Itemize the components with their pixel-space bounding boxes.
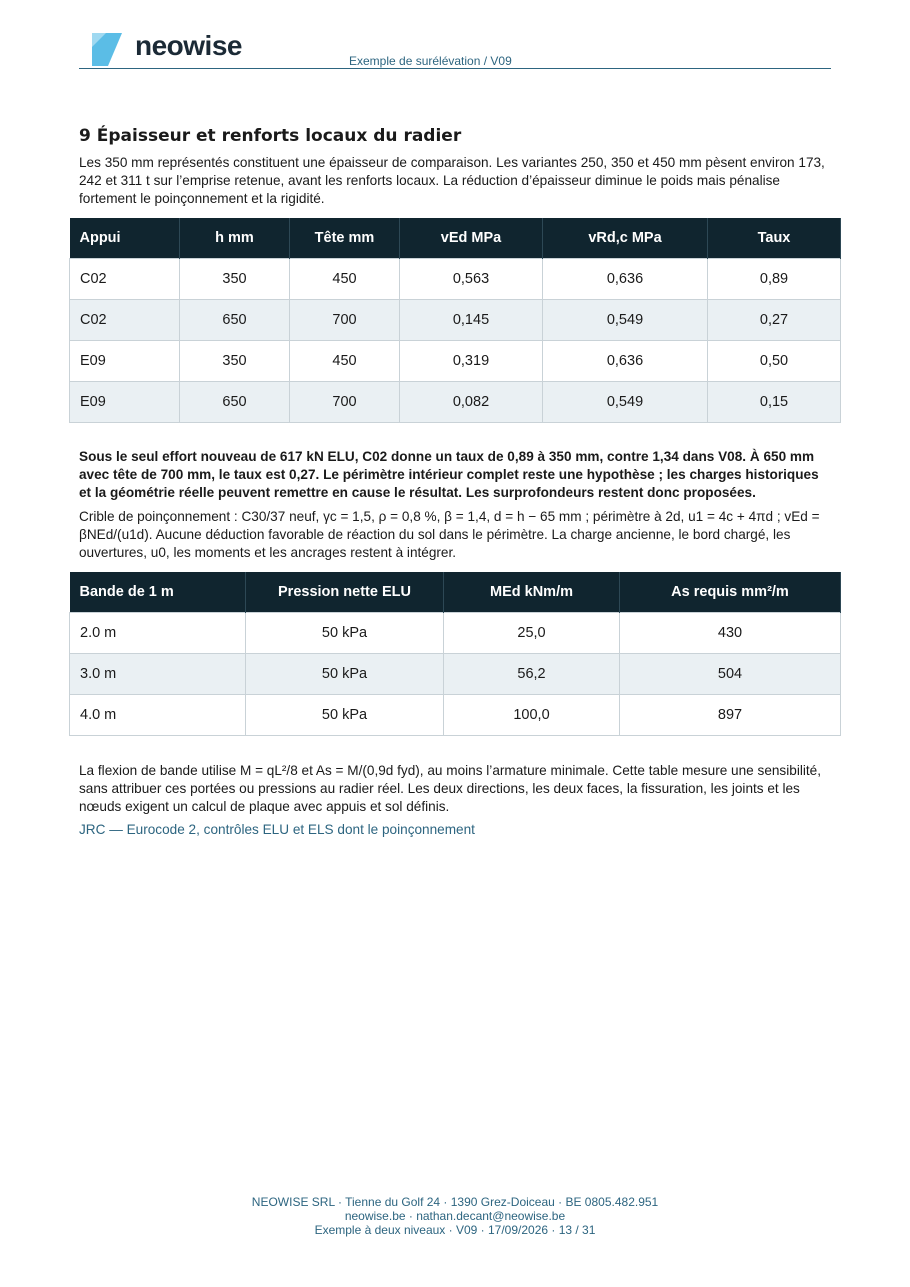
table-cell: 897 [620, 695, 841, 736]
table-row [70, 259, 841, 300]
table-cell: 2.0 m [70, 613, 246, 654]
table-cell: 0,549 [543, 300, 708, 341]
column-header: Appui [70, 218, 180, 259]
table-cell: 100,0 [444, 695, 620, 736]
table-cell: 0,89 [708, 259, 841, 300]
table-cell: C02 [70, 300, 180, 341]
table-cell: 0,549 [543, 382, 708, 423]
table-cell: 4.0 m [70, 695, 246, 736]
flexion-table [69, 572, 841, 736]
table-cell: 650 [180, 382, 290, 423]
table-cell: C02 [70, 259, 180, 300]
table-row [70, 613, 841, 654]
footer-contact-line: neowise.be · nathan.decant@neowise.be [344, 1209, 566, 1223]
intro-paragraph: Les 350 mm représentés constituent une épaisseur de comparaison. Les variantes 250, 350 et 450 mm pèsent environ 173, 242 et 311 t sur l’emprise retenue, avant les renforts locaux. La réduction d’épaisseur diminue le poids mais pénalise fortement le poinçonnement et la rigidité. [79, 155, 825, 206]
page-header [79, 30, 831, 70]
table-cell: 0,636 [543, 341, 708, 382]
table-row [70, 695, 841, 736]
footer-company-line: NEOWISE SRL · Tienne du Golf 24 · 1390 Grez-Doiceau · BE 0805.482.951 [251, 1195, 659, 1209]
column-header: Pression nette ELU [246, 572, 444, 613]
table-cell: 0,636 [543, 259, 708, 300]
column-header: MEd kNm/m [444, 572, 620, 613]
table-cell: E09 [70, 382, 180, 423]
logo-wordmark: neowise [135, 30, 242, 61]
table-cell: 50 kPa [246, 613, 444, 654]
table-cell: 0,50 [708, 341, 841, 382]
table-cell: 350 [180, 259, 290, 300]
table-cell: 50 kPa [246, 654, 444, 695]
table-cell: 450 [290, 341, 400, 382]
column-header: vRd,c MPa [543, 218, 708, 259]
punching-table [69, 218, 841, 423]
table-cell: 0,082 [400, 382, 543, 423]
table-header-row [70, 218, 841, 259]
table-cell: E09 [70, 341, 180, 382]
column-header: Tête mm [290, 218, 400, 259]
table-cell: 0,563 [400, 259, 543, 300]
table-cell: 3.0 m [70, 654, 246, 695]
table-cell: 504 [620, 654, 841, 695]
table-cell: 25,0 [444, 613, 620, 654]
column-header: h mm [180, 218, 290, 259]
table-cell: 650 [180, 300, 290, 341]
crible-paragraph: Crible de poinçonnement : C30/37 neuf, γc = 1,5, ρ = 0,8 %, β = 1,4, d = h − 65 mm ; périmètre à 2d, u1 = 4c + 4πd ; vEd = βNEd/(u1d). Aucune déduction favorable de réaction du sol dans le périmètre. La charge ancienne, le bord chargé, les ouvertures, u0, les moments et les ancrages restent à intégrer. [79, 509, 820, 560]
table-cell: 0,145 [400, 300, 543, 341]
summary-paragraph: Sous le seul effort nouveau de 617 kN ELU, C02 donne un taux de 0,89 à 350 mm, contre 1,34 dans V08. À 650 mm avec tête de 700 mm, le taux est 0,27. Le périmètre intérieur complet reste une hypothèse ; les charges historiques et la géométrie réelle peuvent remettre en cause le résultat. Les surprofondeurs restent donc proposées. [79, 449, 819, 500]
table-cell: 350 [180, 341, 290, 382]
table-cell: 50 kPa [246, 695, 444, 736]
column-header: Bande de 1 m [70, 572, 246, 613]
table-cell: 700 [290, 382, 400, 423]
table-row [70, 382, 841, 423]
table-cell: 56,2 [444, 654, 620, 695]
table-cell: 0,15 [708, 382, 841, 423]
column-header: vEd MPa [400, 218, 543, 259]
header-divider [79, 68, 831, 69]
table-cell: 450 [290, 259, 400, 300]
table-cell: 430 [620, 613, 841, 654]
table-row [70, 341, 841, 382]
flexion-paragraph: La flexion de bande utilise M = qL²/8 et As = M/(0,9d fyd), au moins l’armature minimale. Cette table mesure une sensibilité, sans attribuer ces portées ou pressions au radier réel. Les deux directions, les deux faces, la fissuration, les joints et les nœuds exigent un calcul de plaque avec appuis et sol définis. [79, 763, 821, 814]
table-cell: 700 [290, 300, 400, 341]
table-cell: 0,319 [400, 341, 543, 382]
page-footer [0, 1195, 910, 1237]
main-content [79, 126, 831, 837]
column-header: As requis mm²/m [620, 572, 841, 613]
table-header-row [70, 572, 841, 613]
column-header: Taux [708, 218, 841, 259]
reference-link[interactable]: JRC — Eurocode 2, contrôles ELU et ELS dont le poinçonnement [79, 822, 475, 837]
table-row [70, 654, 841, 695]
document-reference: Exemple de surélévation / V09 [349, 54, 512, 68]
section-title: 9 Épaisseur et renforts locaux du radier [79, 126, 462, 146]
neowise-logo-icon [92, 33, 122, 66]
table-row [70, 300, 841, 341]
footer-page-line: Exemple à deux niveaux · V09 · 17/09/2026 · 13 / 31 [314, 1223, 596, 1237]
table-cell: 0,27 [708, 300, 841, 341]
